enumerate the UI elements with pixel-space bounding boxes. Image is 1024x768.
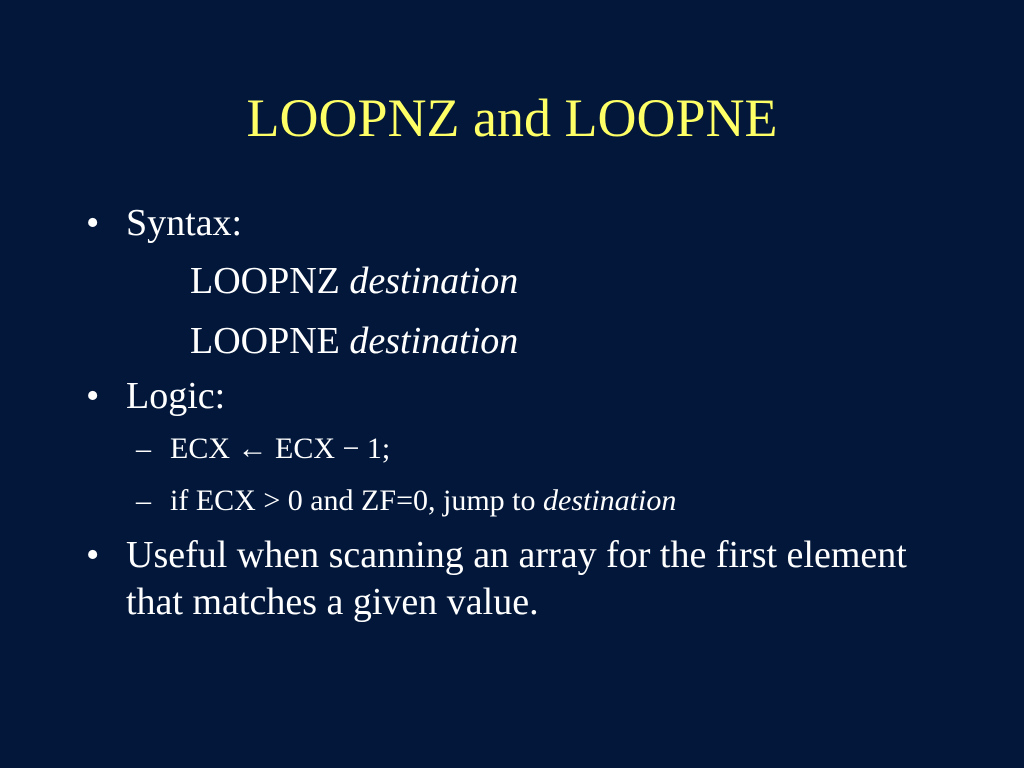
bullet-marker: • <box>86 375 100 417</box>
bullet-syntax-label: Syntax: <box>126 202 243 244</box>
bullet-marker: • <box>86 534 100 576</box>
syntax-line-loopnz <box>86 251 966 311</box>
syntax-operand: destination <box>349 260 519 302</box>
bullet-marker: • <box>86 202 100 244</box>
syntax-operand: destination <box>349 320 519 362</box>
slide-title: LOOPNZ and LOOPNE <box>246 88 778 148</box>
logic-item-decrement <box>86 428 966 470</box>
syntax-keyword: LOOPNE <box>190 320 340 362</box>
bullet-logic-label: Logic: <box>126 375 226 417</box>
bullet-useful <box>86 532 966 626</box>
logic-item-text: ECX ← ECX − 1; <box>170 432 391 465</box>
bullet-logic <box>86 373 966 420</box>
bullet-syntax <box>86 200 966 247</box>
syntax-line-loopne <box>86 311 966 371</box>
logic-item-jump <box>86 480 966 522</box>
sub-bullet-dash: – <box>136 432 151 465</box>
logic-item-text: if ECX > 0 and ZF=0, jump to <box>170 484 543 517</box>
bullet-useful-text: Useful when scanning an array for the first element that matches a given value. <box>126 534 907 623</box>
slide-body <box>86 200 966 626</box>
logic-item-emphasis: destination <box>543 484 677 517</box>
syntax-keyword: LOOPNZ <box>190 260 340 302</box>
sub-bullet-dash: – <box>136 484 151 517</box>
